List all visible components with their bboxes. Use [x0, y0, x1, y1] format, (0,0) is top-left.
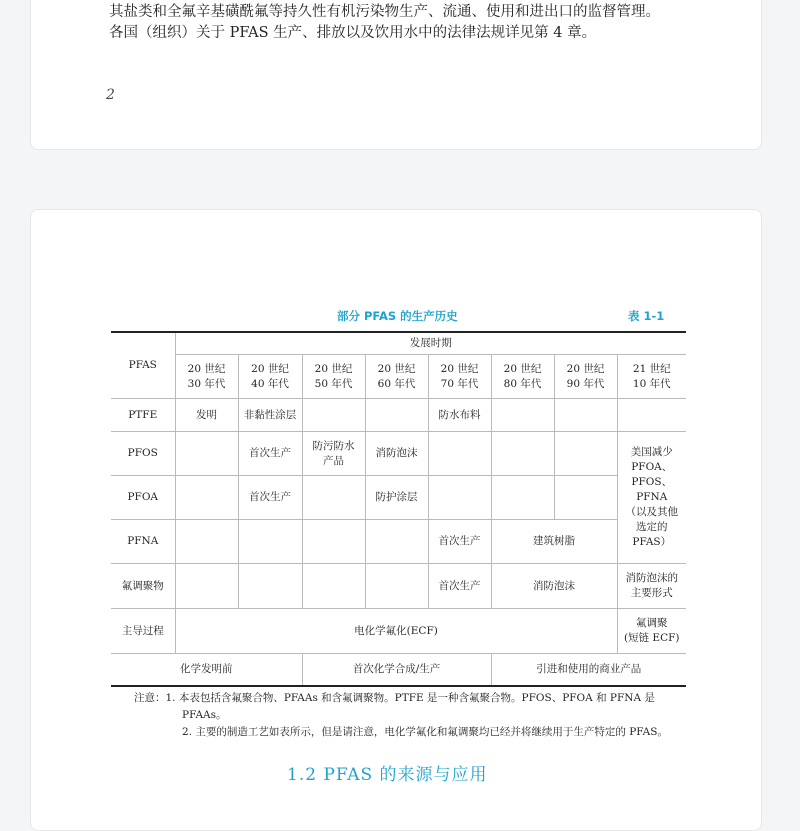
table-cell	[175, 432, 238, 476]
table-cell	[302, 476, 365, 520]
table-cell: 消防泡沫的 主要形式	[617, 564, 686, 609]
table-notes	[134, 690, 691, 741]
table-cell	[238, 564, 302, 609]
table-cell	[302, 520, 365, 564]
table-cell: 首次生产	[428, 564, 491, 609]
table-cell-regulation-note: 美国减少 PFOA、 PFOS、 PFNA （以及其他 选定的 PFAS）	[617, 432, 686, 564]
table-row	[111, 520, 686, 564]
table-cell	[365, 520, 428, 564]
header-decade: 20 世纪 80 年代	[491, 355, 554, 399]
table-cell	[428, 432, 491, 476]
page-card-top	[30, 0, 762, 150]
note-line: 2. 主要的制造工艺如表所示，但是请注意，电化学氟化和氟调聚均已经并将继续用于生产特定的 PFAS。	[182, 726, 668, 738]
table-number: 表 1-1	[628, 309, 665, 323]
table-cell	[428, 476, 491, 520]
table-cell: 防护涂层	[365, 476, 428, 520]
production-history-table	[111, 331, 686, 687]
table-cell	[302, 399, 365, 432]
era-cell: 化学发明前	[111, 654, 302, 687]
header-period: 发展时期	[175, 332, 686, 355]
table-cell	[491, 432, 554, 476]
table-row	[111, 609, 686, 654]
table-cell: 消防泡沫	[491, 564, 617, 609]
note-line: 注意：1. 本表包括含氟聚合物、PFAAs 和含氟调聚物。PTFE 是一种含氟聚合物。PFOS、PFOA 和 PFNA 是	[134, 692, 655, 704]
table-cell: 发明	[175, 399, 238, 432]
header-decade: 20 世纪 50 年代	[302, 355, 365, 399]
table-cell: 消防泡沫	[365, 432, 428, 476]
section-heading: 1.2 PFAS 的来源与应用	[287, 765, 488, 785]
era-cell: 首次化学合成/生产	[302, 654, 491, 687]
row-label: PFOS	[111, 432, 175, 476]
row-label: PTFE	[111, 399, 175, 432]
table-cell: 首次生产	[238, 432, 302, 476]
note-line: PFAAs。	[182, 709, 227, 721]
page-card-bottom	[30, 209, 762, 831]
table-row	[111, 432, 686, 476]
table-cell	[175, 564, 238, 609]
header-decade: 20 世纪 60 年代	[365, 355, 428, 399]
header-decade: 20 世纪 90 年代	[554, 355, 617, 399]
table-cell: 建筑树脂	[491, 520, 617, 564]
header-decade: 20 世纪 30 年代	[175, 355, 238, 399]
table-cell: 防水布料	[428, 399, 491, 432]
table-cell	[491, 399, 554, 432]
era-cell: 引进和使用的商业产品	[491, 654, 686, 687]
header-decade: 20 世纪 40 年代	[238, 355, 302, 399]
table-row	[111, 476, 686, 520]
table-cell	[491, 476, 554, 520]
paragraph-line: 其盐类和全氟辛基磺酰氟等持久性有机污染物生产、流通、使用和进出口的监督管理。	[109, 4, 660, 20]
page-number: 2	[106, 87, 115, 103]
table-cell	[238, 520, 302, 564]
row-label: 氟调聚物	[111, 564, 175, 609]
table-cell: 首次生产	[428, 520, 491, 564]
table-cell	[617, 399, 686, 432]
table-title: 部分 PFAS 的生产历史	[337, 309, 458, 323]
table-cell: 防污防水 产品	[302, 432, 365, 476]
table-cell	[365, 399, 428, 432]
table-cell	[175, 520, 238, 564]
table-cell	[302, 564, 365, 609]
header-decade: 20 世纪 70 年代	[428, 355, 491, 399]
paragraph-line: 各国（组织）关于 PFAS 生产、排放以及饮用水中的法律法规详见第 4 章。	[109, 25, 597, 41]
table-cell: 首次生产	[238, 476, 302, 520]
table-row	[111, 399, 686, 432]
table-row	[111, 654, 686, 687]
table-cell	[554, 476, 617, 520]
row-label: PFOA	[111, 476, 175, 520]
table-cell	[175, 476, 238, 520]
table-cell: 非黏性涂层	[238, 399, 302, 432]
table-cell: 氟调聚 (短链 ECF)	[617, 609, 686, 654]
header-pfas: PFAS	[111, 332, 175, 399]
table-cell	[365, 564, 428, 609]
table-cell: 电化学氟化(ECF)	[175, 609, 617, 654]
table-cell	[554, 432, 617, 476]
table-cell	[554, 399, 617, 432]
row-label: PFNA	[111, 520, 175, 564]
table-row	[111, 564, 686, 609]
row-label: 主导过程	[111, 609, 175, 654]
header-decade: 21 世纪 10 年代	[617, 355, 686, 399]
